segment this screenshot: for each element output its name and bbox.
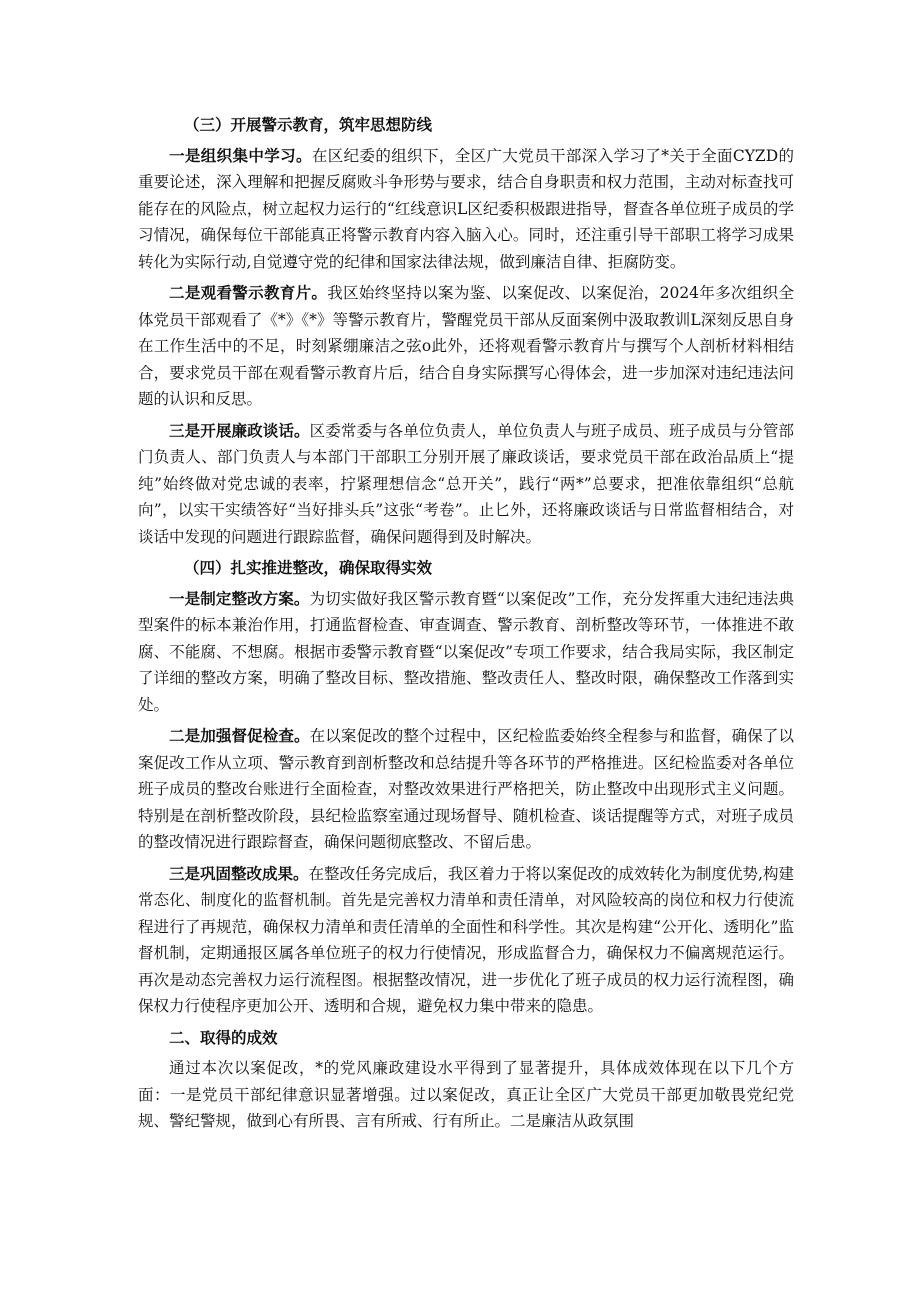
section-heading-3: （三）开展警示教育，筑牢思想防线 — [184, 115, 433, 134]
paragraph-lead: 二是加强督促检查。 — [169, 726, 310, 745]
paragraph-text: 在整改任务完成后，我区着力于将以案促改的成效转化为制度优势,构建常态化、制度化的监督机制。首先是完善权力清单和责任清单，对风险较高的岗位和权力行使流程进行了再规范，确保权力清单和责任清单的全面性和科学性。其次是构建“公开化、透明化”监督机制，定期通报区属各单位班子的权力行使情况，形成监督合力，确保权力不偏离规范运行。再次是动态完善权力运行流程图。根据整改情况，进一步优化了班子成员的权力运行流程图，确保权力行使程序更加公开、透明和合规，避免权力集中带来的隐患。 — [138, 864, 794, 1015]
paragraph-text: 通过本次以案促改，*的党风廉政建设水平得到了显著提升，具体成效体现在以下几个方面：一是党员干部纪律意识显著增强。过以案促改，真正让全区广大党员干部更加敬畏党纪党规、警纪警规，做到心有所畏、言有所戒、行有所止。二是廉洁从政氛围 — [138, 1059, 794, 1130]
paragraph-watch-film — [138, 280, 794, 413]
paragraph-supervision — [138, 723, 794, 856]
paragraph-lead: 三是开展廉政谈话。 — [169, 420, 310, 440]
paragraph-text: 在以案促改的整个过程中，区纪检监委始终全程参与和监督，确保了以案促改工作从立项、警示教育到剖析整改和总结提升等各环节的严格推进。区纪检监委对各单位班子成员的整改台账进行全面检查，对整改效果进行严格把关，防止整改中出现形式主义问题。特别是在剖析整改阶段，县纪检监察室通过现场督导、随机检查、谈话提醒等方式，对班子成员的整改情况进行跟踪督查，确保问题彻底整改、不留后患。 — [138, 727, 794, 851]
paragraph-lead: 一是制定整改方案。 — [169, 588, 310, 608]
section-heading-4: （四）扎实推进整改，确保取得实效 — [184, 558, 433, 577]
section-heading-results: 二、取得的成效 — [169, 1027, 278, 1047]
paragraph-lead: 一是组织集中学习。 — [169, 145, 312, 165]
paragraph-organize-study — [138, 143, 794, 276]
paragraph-text: 区委常委与各单位负责人，单位负责人与班子成员、班子成员与分管部门负责人、部门负责人与本部门干部职工分别开展了廉政谈话，要求党员干部在政治品质上“提纯”始终做对党忠诚的表率，拧紧理想信念“总开关”，践行“两*”总要求，把准依靠组织“总航向”，以实干实绩答好“当好排头兵”这张“考卷”。止匕外，还将廉政谈话与日常监督相结合，对谈话中发现的问题进行跟踪监督，确保问题得到及时解决。 — [138, 421, 794, 546]
document-page — [138, 112, 794, 1140]
paragraph-results-summary — [138, 1055, 794, 1135]
paragraph-text: 在区纪委的组织下，全区广大党员干部深入学习了*关于全面CYZD的重要论述，深入理解和把握反腐败斗争形势与要求，结合自身职责和权力范围，主动对标查找可能存在的风险点，树立起权力运行的“红线意识L区纪委积极跟进指导，督查各单位班子成员的学习情况，确保每位干部能真正将警示教育内容入脑入心。同时，还注重引导干部职工将学习成果转化为实际行动,自觉遵守党的纪律和国家法律法规，做到廉洁自律、拒腐防变。 — [138, 146, 794, 271]
paragraph-text: 为切实做好我区警示教育暨“以案促改”工作，充分发挥重大违纪违法典型案件的标本兼治作用，打通监督检查、审查调查、警示教育、剖析整改等环节，一体推进不敢腐、不能腐、不想腐。根据市委警示教育暨“以案促改”专项工作要求，结合我局实际，我区制定了详细的整改方案，明确了整改目标、整改措施、整改责任人、整改时限，确保整改工作落到实处。 — [138, 589, 794, 714]
paragraph-lead: 三是巩固整改成果。 — [169, 863, 309, 883]
paragraph-consolidate-results — [138, 861, 794, 1020]
paragraph-integrity-talk — [138, 418, 794, 551]
paragraph-lead: 二是观看警示教育片。 — [169, 283, 328, 302]
paragraph-text: 我区始终坚持以案为鉴、以案促改、以案促治，2024年多次组织全体党员干部观看了《*》《*》等警示教育片，警醒党员干部从反面案例中汲取教训L深刻反思自身在工作生活中的不足，时刻紧绷廉洁之弦o此外，还将观看警示教育片与撰写个人剖析材料相结合，要求党员干部在观看警示教育片后，结合自身实际撰写心得体会，进一步加深对违纪违法问题的认识和反思。 — [138, 284, 794, 408]
paragraph-rectification-plan — [138, 586, 794, 719]
